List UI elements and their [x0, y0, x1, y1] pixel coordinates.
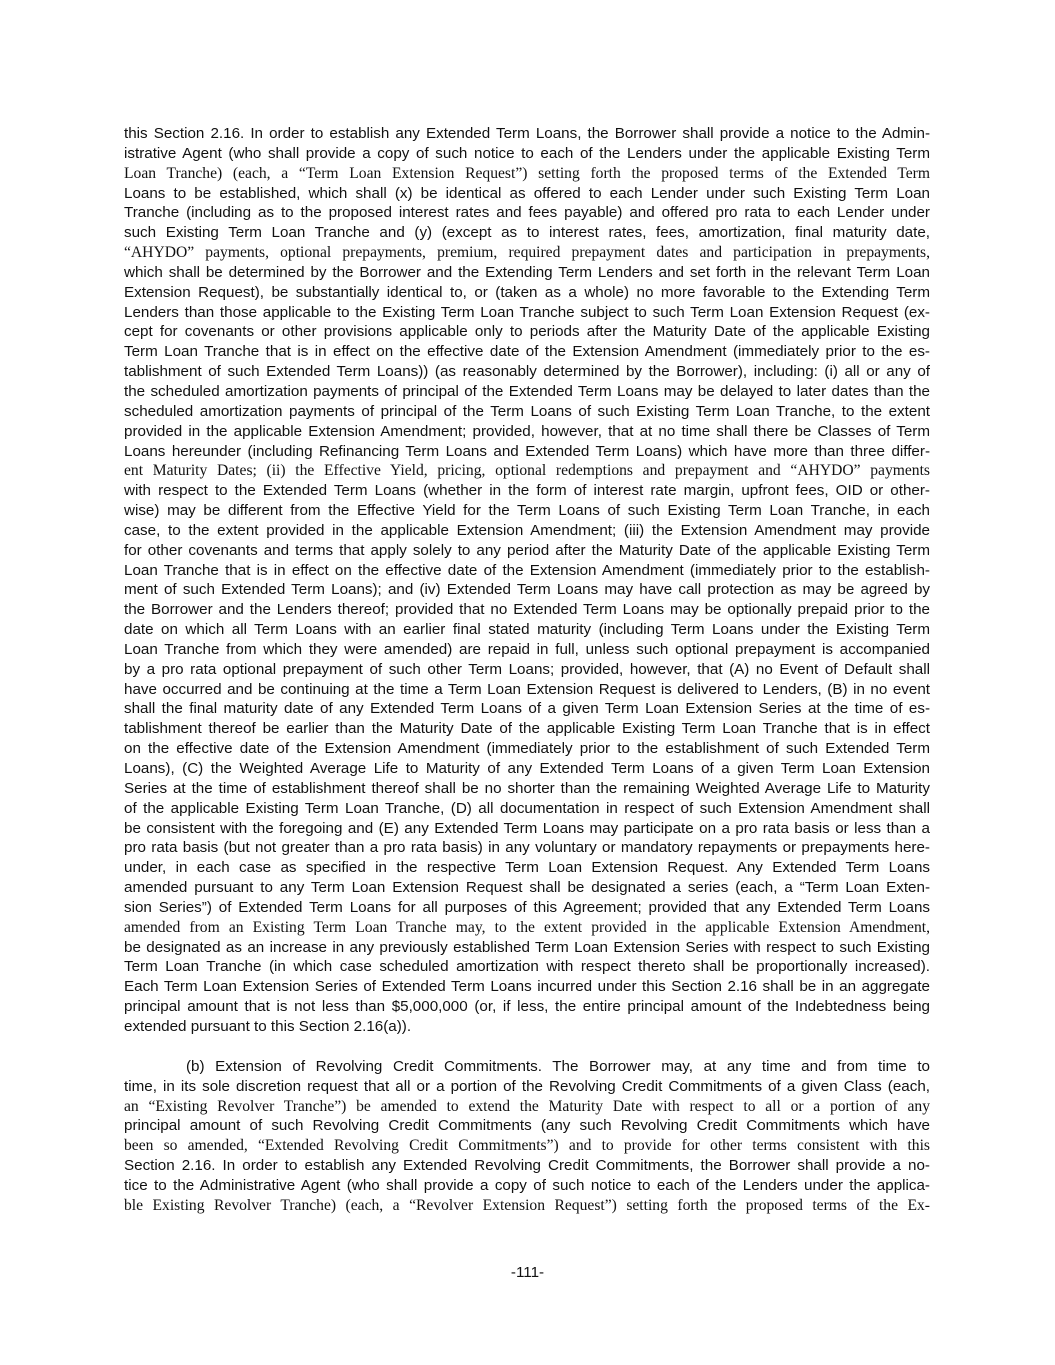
text-line: by a pro rata optional prepayment of such other Term Loans; provided, however, that (A) no Event of Default shall [124, 660, 930, 678]
text-line: istrative Agent (who shall provide a copy of such notice to each of the Lenders under the applicable Existing Term [124, 144, 930, 162]
text-line: case, to the extent provided in the applicable Extension Amendment; (iii) the Extension Amendment may provide [124, 521, 930, 539]
text-line: for other covenants and terms that apply solely to any period after the Maturity Date of the applicable Existing Term [124, 541, 930, 559]
paragraph-a [124, 124, 930, 1037]
text-line: be designated as an increase in any previously established Term Loan Extension Series with respect to such Existing [124, 938, 930, 956]
text-line: ent Maturity Dates; (ii) the Effective Yield, pricing, optional redemptions and prepayment and “AHYDO” payments [124, 462, 930, 480]
text-line: amended pursuant to any Term Loan Extension Request shall be designated a series (each, a “Term Loan Exten- [124, 879, 930, 897]
text-line: Loans), (C) the Weighted Average Life to Maturity of any Extended Term Loans of a given Term Loan Extension [124, 760, 930, 777]
text-line: amended from an Existing Term Loan Tranche may, to the extent provided in the applicable Extension Amendment, [124, 918, 930, 936]
text-line: such Existing Term Loan Tranche and (y) (except as to interest rates, fees, amortization, final maturity date, [124, 224, 930, 242]
text-line: wise) may be different from the Effective Yield for the Term Loans of such Existing Term Loan Tranche, in each [124, 502, 930, 520]
text-line: on the effective date of the Extension Amendment (immediately prior to the establishment of such Extended Term [124, 740, 930, 758]
text-line: pro rata basis (but not greater than a pro rata basis) in any voluntary or mandatory repayments or prepayments here- [124, 839, 930, 857]
text-line: Each Term Loan Extension Series of Extended Term Loans incurred under this Section 2.16 shall be in an aggregate [124, 978, 930, 996]
text-line: Section 2.16. In order to establish any Extended Revolving Credit Commitments, the Borrower shall provide a no- [124, 1157, 930, 1175]
text-line: tice to the Administrative Agent (who shall provide a copy of such notice to each of the Lenders under the applica- [124, 1176, 930, 1194]
text-line: principal amount that is not less than $5,000,000 (or, if less, the entire principal amount of the Indebtedness being [124, 998, 930, 1016]
text-line: the scheduled amortization payments of principal of the Extended Term Loans may be delayed to later dates than the [124, 382, 930, 400]
text-line: ble Existing Revolver Tranche) (each, a “Revolver Extension Request”) setting forth the proposed terms of the Ex- [124, 1196, 930, 1214]
document-page [124, 124, 930, 1216]
text-line: principal amount of such Revolving Credit Commitments (any such Revolving Credit Commitments which have [124, 1117, 930, 1135]
paragraph-gap [124, 1037, 930, 1057]
text-line: Term Loan Tranche (in which case scheduled amortization with respect thereto shall be proportionally increased). [124, 958, 930, 976]
text-line: Extension Request), be substantially identical to, or (taken as a whole) no more favorable to the Extending Term [124, 283, 930, 301]
text-line: the Borrower and the Lenders thereof; provided that no Extended Term Loans may be optionally prepaid prior to the [124, 601, 930, 619]
text-line: an “Existing Revolver Tranche”) be amended to extend the Maturity Date with respect to all or a portion of any [124, 1097, 930, 1115]
text-line: be consistent with the foregoing and (E) any Extended Term Loans may participate on a pro rata basis or less than a [124, 819, 930, 837]
text-line: Loans to be established, which shall (x) be identical as offered to each Lender under such Existing Term Loan [124, 184, 930, 202]
text-line: which shall be determined by the Borrower and the Extending Term Lenders and set forth in the relevant Term Loan [124, 263, 930, 281]
text-line: extended pursuant to this Section 2.16(a)). [124, 1017, 412, 1035]
text-line: date on which all Term Loans with an earlier final stated maturity (including Term Loans under the Existing Term [124, 621, 930, 639]
text-line: Series at the time of establishment thereof shall be no shorter than the remaining Weighted Average Life to Maturity [124, 779, 930, 797]
text-line: tablishment of such Extended Term Loans)) (as reasonably determined by the Borrower), including: (i) all or any of [124, 363, 930, 381]
text-line: tablishment thereof be earlier than the Maturity Date of the applicable Existing Term Loan Tranche that is in effect [124, 720, 930, 738]
text-line: of the applicable Existing Term Loan Tranche, (D) all documentation in respect of such Extension Amendment shall [124, 799, 930, 817]
text-line: (b) Extension of Revolving Credit Commitments. The Borrower may, at any time and from time to [186, 1057, 930, 1075]
text-line: under, in each case as specified in the respective Term Loan Extension Request. Any Extended Term Loans [124, 859, 930, 877]
text-line: “AHYDO” payments, optional prepayments, premium, required prepayment dates and participation in prepayments, [124, 244, 930, 262]
text-line: this Section 2.16. In order to establish any Extended Term Loans, the Borrower shall provide a notice to the Admin- [124, 125, 930, 142]
text-line: scheduled amortization payments of principal of the Term Loans of such Existing Term Loan Tranche, to the extent [124, 402, 930, 420]
text-line: Lenders than those applicable to the Existing Term Loan Tranche subject to such Term Loan Extension Request (ex- [124, 303, 930, 321]
text-line: cept for covenants or other provisions applicable only to periods after the Maturity Date of the applicable Existing [124, 323, 930, 341]
text-line: provided in the applicable Extension Amendment; provided, however, that at no time shall there be Classes of Term [124, 422, 930, 440]
paragraph-b [124, 1057, 930, 1216]
text-line: Term Loan Tranche that is in effect on the effective date of the Extension Amendment (immediately prior to the es- [124, 343, 930, 361]
text-line: sion Series”) of Extended Term Loans for all purposes of this Agreement; provided that any Extended Term Loans [124, 898, 930, 916]
text-line: been so amended, “Extended Revolving Credit Commitments”) and to provide for other terms consistent with this [124, 1137, 930, 1155]
text-line: ment of such Extended Term Loans); and (iv) Extended Term Loans may have call protection as may be agreed by [124, 581, 930, 599]
text-line: time, in its sole discretion request that all or a portion of the Revolving Credit Commitments of a given Class (each, [124, 1077, 930, 1095]
text-line: Tranche (including as to the proposed interest rates and fees payable) and offered pro rata to each Lender under [124, 204, 930, 222]
text-line: Loans hereunder (including Refinancing Term Loans and Extended Term Loans) which have more than three differ- [124, 442, 930, 460]
text-line: with respect to the Extended Term Loans (whether in the form of interest rate margin, upfront fees, OID or other- [124, 482, 930, 500]
text-line: shall the final maturity date of any Extended Term Loans of a given Term Loan Extension Series at the time of es- [124, 700, 930, 718]
text-line: Loan Tranche that is in effect on the effective date of the Extension Amendment (immediately prior to the establish- [124, 561, 930, 579]
text-line: have occurred and be continuing at the time a Term Loan Extension Request is delivered to Lenders, (B) in no event [124, 680, 930, 698]
page-number: -111- [510, 1264, 545, 1281]
text-line: Loan Tranche) (each, a “Term Loan Extension Request”) setting forth the proposed terms of the Extended Term [124, 164, 930, 182]
text-line: Loan Tranche from which they were amended) are repaid in full, unless such optional prepayment is accompanied [124, 640, 930, 658]
